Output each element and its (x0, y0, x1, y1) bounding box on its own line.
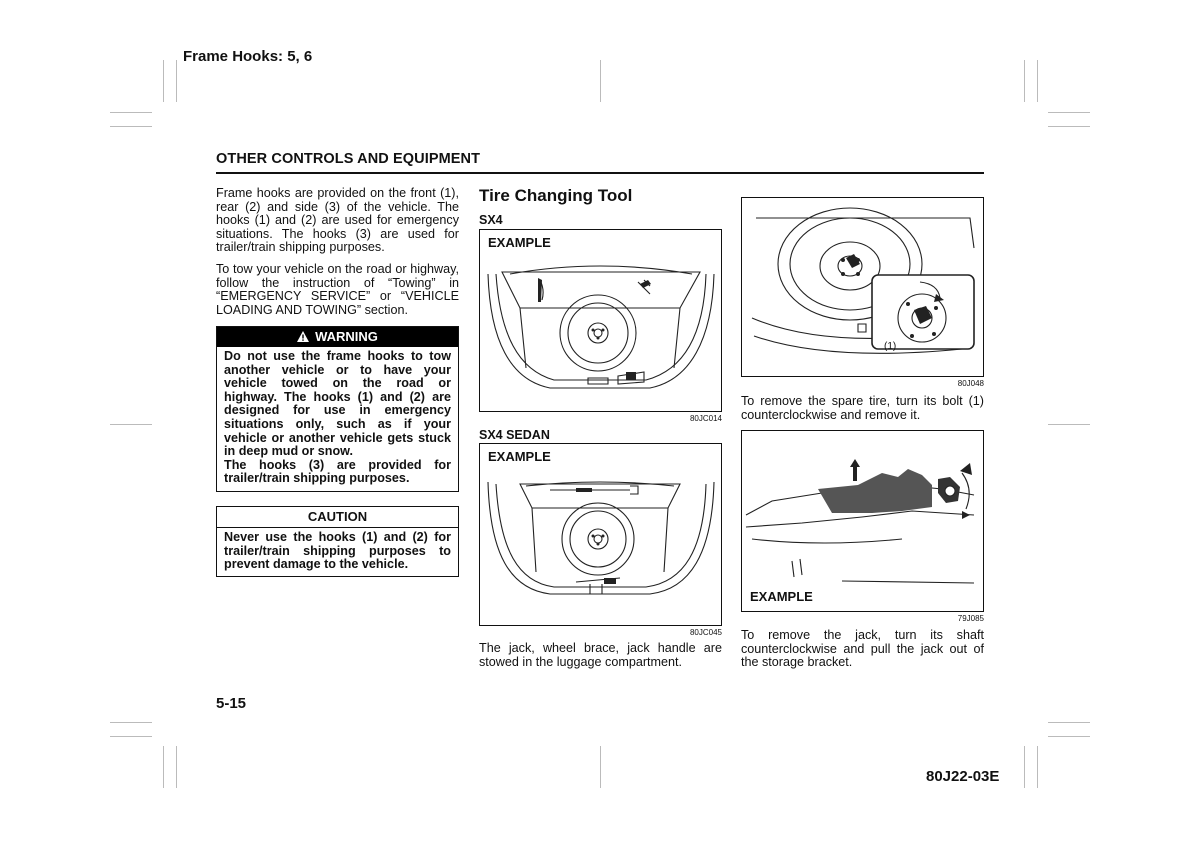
figure-spare-tire-bolt (741, 197, 984, 377)
figure-code: 79J085 (957, 614, 984, 623)
crop-mark (1048, 424, 1090, 425)
crop-mark (163, 746, 164, 788)
figure-label: EXAMPLE (488, 235, 551, 250)
crop-mark (163, 60, 164, 102)
crop-mark (1048, 126, 1090, 127)
crop-mark (1024, 746, 1025, 788)
crop-mark (600, 746, 601, 788)
figure-jack-removal (741, 430, 984, 612)
towing-paragraph: To tow your vehicle on the road or highway, follow the instruction of “Towing” in “EMERGENCY SERVICE” or “VEHICLE LOADING AND TOWING” section. (216, 262, 459, 317)
figure-label: EXAMPLE (750, 589, 813, 604)
crop-mark (1037, 746, 1038, 788)
crop-mark (110, 126, 152, 127)
warning-triangle-icon (297, 331, 309, 342)
crop-mark (1037, 60, 1038, 102)
crop-mark (1048, 722, 1090, 723)
figure-subhead-sx4: SX4 (479, 213, 503, 227)
bolt-callout: (1) (884, 341, 897, 352)
crop-mark (110, 112, 152, 113)
page-number: 5-15 (216, 695, 247, 712)
crop-mark (110, 736, 152, 737)
caution-box (216, 506, 459, 577)
header-rule (216, 172, 984, 174)
crop-mark (1024, 60, 1025, 102)
spare-tire-caption: To remove the spare tire, turn its bolt (1) counterclockwise and remove it. (741, 394, 984, 422)
figure-code: 80JC045 (689, 628, 722, 637)
figure-label: EXAMPLE (488, 449, 551, 464)
warning-title: WARNING (315, 329, 378, 344)
section-title: OTHER CONTROLS AND EQUIPMENT (216, 151, 481, 167)
figure-code: 80J048 (957, 379, 984, 388)
crop-mark (110, 424, 152, 425)
figure-sx4-luggage (479, 229, 722, 412)
caution-title: CAUTION (217, 507, 458, 528)
warning-text-trailer: The hooks (3) are provided for trailer/train shipping purposes. (224, 457, 451, 486)
figure-subhead-sedan: SX4 SEDAN (479, 428, 550, 442)
warning-body (217, 347, 458, 490)
crop-mark (176, 746, 177, 788)
trunk-illustration (480, 230, 721, 411)
figure-sedan-luggage (479, 443, 722, 626)
caution-body: Never use the hooks (1) and (2) for trailer/train shipping purposes to prevent damage to the vehicle. (224, 530, 451, 572)
crop-mark (176, 60, 177, 102)
trunk-illustration (480, 444, 721, 625)
crop-mark (600, 60, 601, 102)
spare-tire-illustration (742, 198, 983, 376)
warning-box (216, 326, 459, 492)
crop-mark (110, 722, 152, 723)
crop-mark (1048, 112, 1090, 113)
figure-code: 80JC014 (689, 414, 722, 423)
top-label: Frame Hooks: 5, 6 (183, 48, 313, 65)
tire-tool-title: Tire Changing Tool (479, 186, 633, 205)
warning-header (217, 327, 458, 347)
jack-illustration (742, 431, 983, 611)
tool-storage-caption: The jack, wheel brace, jack handle are stowed in the luggage compartment. (479, 641, 722, 669)
crop-mark (1048, 736, 1090, 737)
warning-text: Do not use the frame hooks to tow another vehicle or to have your vehicle towed on the road or highway. The hooks (1) and (2) are designed for use in emergency situations only, such as if your vehicle or another vehicle gets stuck in deep mud or snow. (224, 349, 451, 459)
intro-paragraph: Frame hooks are provided on the front (1), rear (2) and side (3) of the vehicle. The hooks (1) and (2) are used for emergency situations. The hooks (3) are used for trailer/train shipping purposes. (216, 186, 459, 255)
jack-removal-caption: To remove the jack, turn its shaft counterclockwise and pull the jack out of the storage bracket. (741, 628, 984, 670)
document-code: 80J22-03E (926, 768, 1000, 785)
